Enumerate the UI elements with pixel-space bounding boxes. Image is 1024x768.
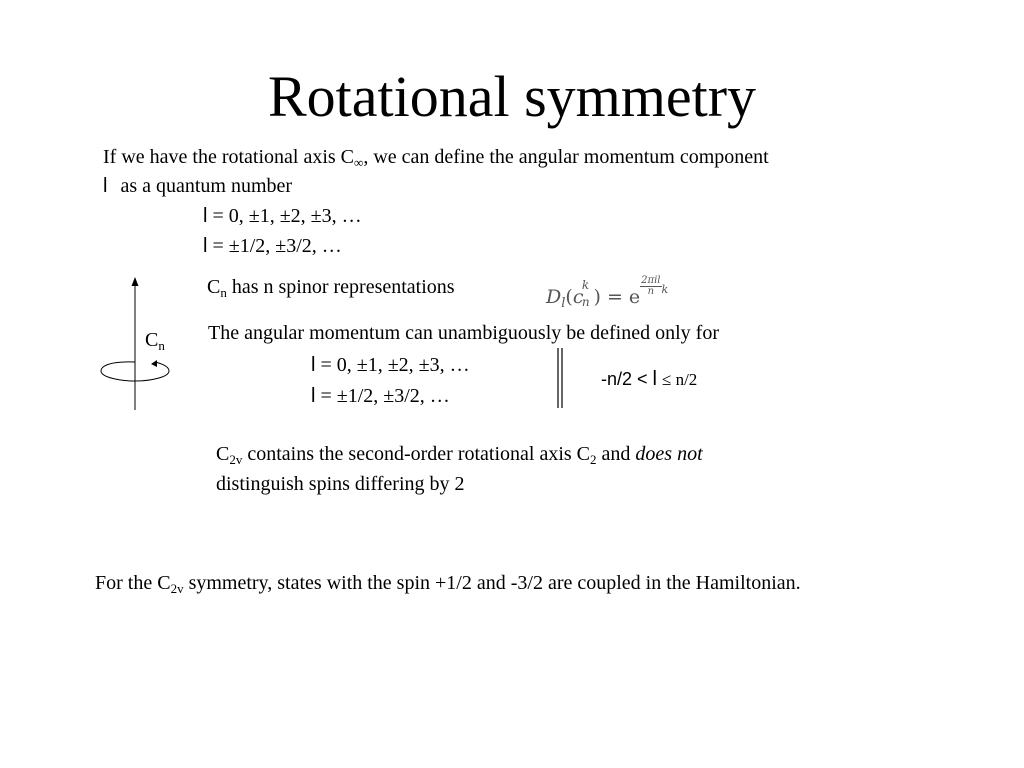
intro-values-integer: l = 0, ±1, ±2, ±3, … [203,205,362,227]
c2v-line-1: $C_{2v}$ contains the second-order rotational axis $C_2$ and does not [216,443,703,467]
spinor-formula: $D_l(c$ k n ) = e $\frac{\text{2πil}}{n}$ $^k$ [546,275,669,311]
rotation-arrowhead [151,360,157,367]
unambiguous-heading: The angular momentum can unambiguously be defined only for [208,322,719,344]
double-bar-divider [555,348,565,410]
intro-line-2: l as a quantum number [103,175,293,197]
hamiltonian-note: For the $C_{2v}$ symmetry, states with the spin +1/2 and -3/2 are coupled in the Hamiltonian. [95,572,801,596]
l-symbol: l [103,175,108,197]
axis-arrowhead [132,277,139,286]
c2v-line-2: distinguish spins differing by 2 [216,473,465,495]
unambiguous-values-half: l = ±1/2, ±3/2, … [311,385,450,407]
intro-values-half: l = ±1/2, ±3/2, … [203,235,342,257]
rotation-axis-diagram [95,275,185,415]
spinor-statement: $C_n$ has n spinor representations [207,276,455,300]
slide-title: Rotational symmetry [267,64,757,129]
axis-label: $C_n$ [145,329,165,353]
unambiguous-values-integer: l = 0, ±1, ±2, ±3, … [311,354,470,376]
intro-line-1: If we have the rotational axis $C_\infty$, we can define the angular momentum component [103,146,769,170]
range-condition: -n/2 < l ≤ n/2 [601,368,698,390]
